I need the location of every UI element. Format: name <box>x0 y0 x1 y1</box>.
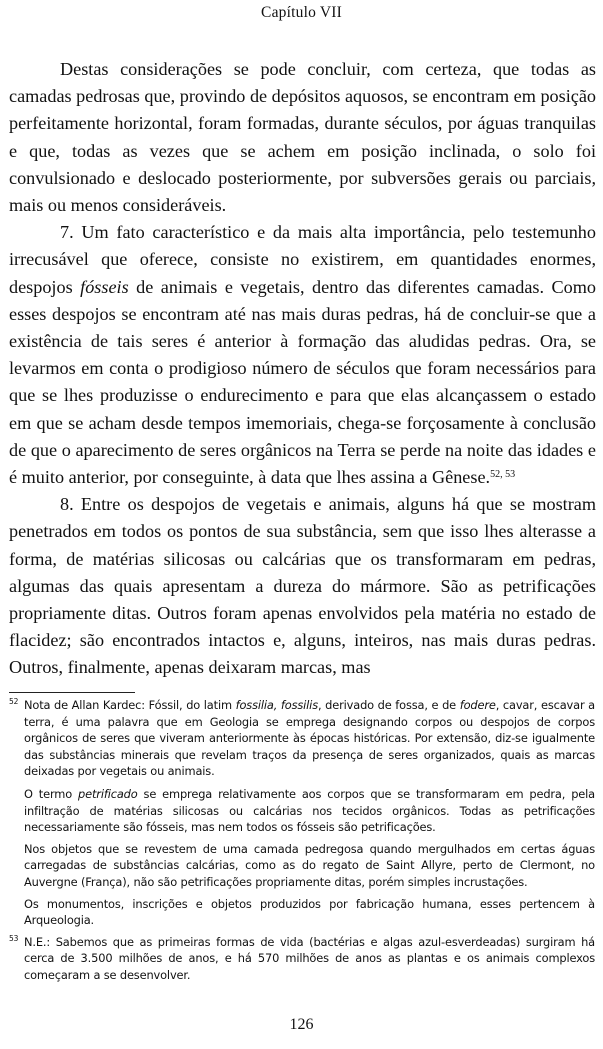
footnote-reference[interactable]: 52, 53 <box>490 469 516 481</box>
footnote-52-paragraph-3: Nos objetos que se revestem de uma camada pedregosa quando mergulhados em certas águas carregadas de substâncias calcárias, como as do regato de Saint Allyre, perto de Clermont, no Auvergne (França), não são petrificações propriamente ditas, porém simples incrustações. <box>24 841 595 889</box>
footnote-52-text-a: Nota de Allan Kardec: Fóssil, do latim <box>24 698 236 712</box>
footnote-52-italic-fodere: fodere <box>459 698 496 712</box>
footnote-52-paragraph-2 <box>9 786 595 836</box>
paragraph-1: Destas considerações se pode concluir, com certeza, que todas as camadas pedrosas que, provindo de depósitos aquosos, se encontram em posição perfeitamente horizontal, foram formadas, durante séculos, por águas tranquilas e que, todas as vezes que se achem em posição inclinada, o solo foi convulsionado e deslocado posteriormente, por subversões gerais ou parciais, mais ou menos consideráveis. <box>9 59 596 216</box>
page-number: 126 <box>289 1016 314 1033</box>
footnotes <box>9 697 595 990</box>
footnote-53-text: N.E.: Sabemos que as primeiras formas de vida (bactérias e algas azul-esverdeadas) surgiram há cerca de 3.500 milhões de anos, e há 570 milhões de anos as plantas e os animais complexos começaram a se desenvolver. <box>24 934 595 982</box>
main-text <box>9 56 596 682</box>
footnote-53 <box>9 934 595 984</box>
footnote-divider <box>9 692 135 693</box>
chapter-header: Capítulo VII <box>261 4 342 21</box>
paragraph-8: 8. Entre os despojos de vegetais e animais, alguns há que se mostram penetrados em todos os pontos de sua substância, sem que isso lhes alterasse a forma, de matérias silicosas ou calcárias que os transformaram em pedras, algumas das quais apresentam a dureza do mármore. São as petrificações propriamente ditas. Outros foram apenas envolvidos pela matéria no estado de flacidez; são encontrados intactos e, alguns, inteiros, nas mais duras pedras. Outros, finalmente, apenas deixaram marcas, mas <box>9 494 596 678</box>
italic-fosseis: fósseis <box>80 276 129 297</box>
footnote-52-p2-text-b: se emprega relativamente aos corpos que se transformaram em pedra, pela infiltração de matérias silicosas ou calcárias nos tecidos orgânicos. Todas as petrificações necessariamente são fósseis, mas nem todos os fósseis são petrificações. <box>24 786 595 835</box>
footnote-52-text-c: , cavar, escavar a terra, é uma palavra que em Geologia se emprega designando corpos ou despojos de corpos orgânicos de seres que viveram anteriormente às épocas históricas. Por extensão, diz-se igualmente das substâncias minerais que revelam traços da presença de seres organizados, quais as marcas deixadas por vegetais ou animais. <box>24 698 596 779</box>
footnote-52 <box>9 697 595 780</box>
paragraph-7-text-a: 7. Um fato característico e da mais alta importância, pelo testemunho irrecusável que oferece, consiste no existirem, em quantidades enormes, despojos <box>9 222 596 297</box>
paragraph-7-text-b: de animais e vegetais, dentro das diferentes camadas. Como esses despojos se encontram até nas mais duras pedras, há de concluir-se que a existência de tais seres é anterior à formação das aludidas pedras. Ora, se levarmos em conta o prodigioso número de séculos que foram necessários para que se lhes produzisse o endurecimento e para que elas alcançassem o estado em que se acham desde tempos imemoriais, chega-se forçosamente à conclusão de que o aparecimento de seres orgânicos na Terra se perde na noite das idades e é muito anterior, por conseguinte, à data que lhes assina a Gênese. <box>9 276 596 488</box>
footnote-52-marker: 52 <box>9 697 19 706</box>
footnote-52-italic-latin: fossilia, fossilis <box>235 698 318 712</box>
paragraph-7 <box>9 219 596 491</box>
footnote-52-p2-text-a: O termo <box>24 786 79 801</box>
footnote-52-p2-italic: petrificado <box>78 786 138 801</box>
footnote-52-paragraph-4: Os monumentos, inscrições e objetos produzidos por fabricação humana, esses pertencem à Arqueologia. <box>24 896 595 928</box>
footnote-53-marker: 53 <box>9 933 19 943</box>
footnote-52-text-b: , derivado de fossa, e de <box>318 698 460 712</box>
